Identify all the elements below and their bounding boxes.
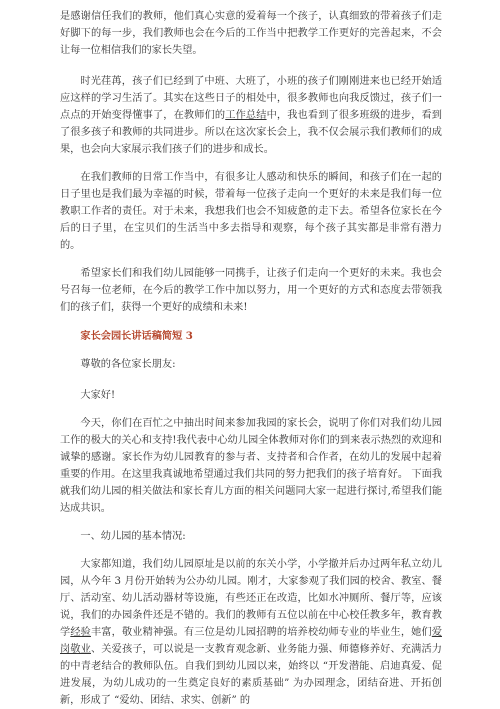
paragraph-welcome: 今天，你们在百忙之中抽出时间来参加我园的家长会，说明了你们对我们幼儿园工作的极大的关心和支持!我代表中心幼儿园全体教师对你们的到来表示热烈的欢迎和诚挚的感谢。家长作为幼儿园教育的参与者、支持者和合作者，在幼儿的发展中起着重要的作用。在这里我真诚地希望通过我们共同的努力把我们的孩子培育好。 下面我就我们幼儿园的相关做法和家长育儿方面的相关问题同大家一起进行探讨,希望我们能达成共识。: [60, 418, 442, 514]
work-summary-link[interactable]: 工作总结: [225, 110, 267, 121]
paragraph-basic-info-text-c: 、关爱孩子，可以说是一支教育观念新、业务能力强、师德修养好、充满活力的中青老结合的教师队伍。自我们到幼儿园以来，始终以 “开发潜能、启迪真爱、促进发展，为幼儿成功的一生奠定良好的素质基础” 为办园理念，团结奋进、开拓创新，形成了 “爱幼、团结、求实、创新” 的: [60, 644, 442, 706]
heading-basic-info: 一、幼儿园的基本情况:: [80, 531, 186, 542]
salutation: 尊敬的各位家长朋友:: [80, 359, 176, 370]
paragraph-basic-info-text-b: 丰富，敬业精神强。有三位是幼儿园招聘的培养校幼师专业的毕业生，她们: [90, 627, 432, 638]
experience-link[interactable]: 经验: [70, 627, 91, 638]
paragraph-basic-info: [60, 556, 442, 709]
paragraph-progress-text-a: 时光荏苒，孩子们已经到了中班、大班了，小班的孩子们刚刚进来也已经开始适应这样的学习生活了。其实在这些日子的相处中，很多教师也向我反馈过，孩子们一点点的开始变得懂事了，在教师们的: [60, 76, 442, 121]
paragraph-hope: 希望家长们和我们幼儿园能够一同携手，让孩子们走向一个更好的未来。我也会号召每一位老师，在今后的教学工作中加以努力，用一个更好的方式和态度去带领我们的孩子们，获得一个更好的成绩和未来!: [60, 268, 442, 313]
greeting: 大家好!: [80, 390, 116, 401]
dedication-link[interactable]: 爱岗敬业: [60, 627, 442, 655]
section-title: 家长会园长讲话稿简短 3: [80, 330, 193, 342]
paragraph-progress-text-b: 中，我也看到了很多班级的进步，看到了很多孩子和教师的共同进步。所以在这次家长会上，我不仅会展示我们教师们的成果，也会向大家展示我们孩子们的进步和成长。: [60, 110, 442, 155]
paragraph-progress: [60, 73, 442, 158]
paragraph-gratitude: 是感谢信任我们的教师，他们真心实意的爱着每一个孩子，认真细致的带着孩子们走好脚下的每一步，我们教师也会在今后的工作当中把教学工作更好的完善起来，不会让每一位相信我们的家长失望。: [60, 11, 442, 56]
paragraph-daily-work: 在我们教师的日常工作当中，有很多让人感动和快乐的瞬间，和孩子们在一起的日子里也是我们最为幸福的时候，带着每一位孩子走向一个更好的未来是我们每一位教职工作者的责任。对于未来，我想我们也会不知疲惫的走下去。希望各位家长在今后的日子里，在宝贝们的生活当中多去指导和观察，每个孩子其实都是非常有潜力的。: [60, 172, 442, 251]
paragraph-basic-info-text-a: 大家都知道，我们幼儿园原址是以前的东关小学，小学撤并后办过两年私立幼儿园，从今年 3 月份开始转为公办幼儿园。刚才，大家参观了我们园的校舍、教室、餐厅、活动室、幼儿活动器材等设施，有些还正在改造，比如水冲厕所、餐厅等，应该说，我们的办园条件还是不错的。我们的教师有五位以前在中心校任教多年，教育教学: [60, 559, 442, 638]
